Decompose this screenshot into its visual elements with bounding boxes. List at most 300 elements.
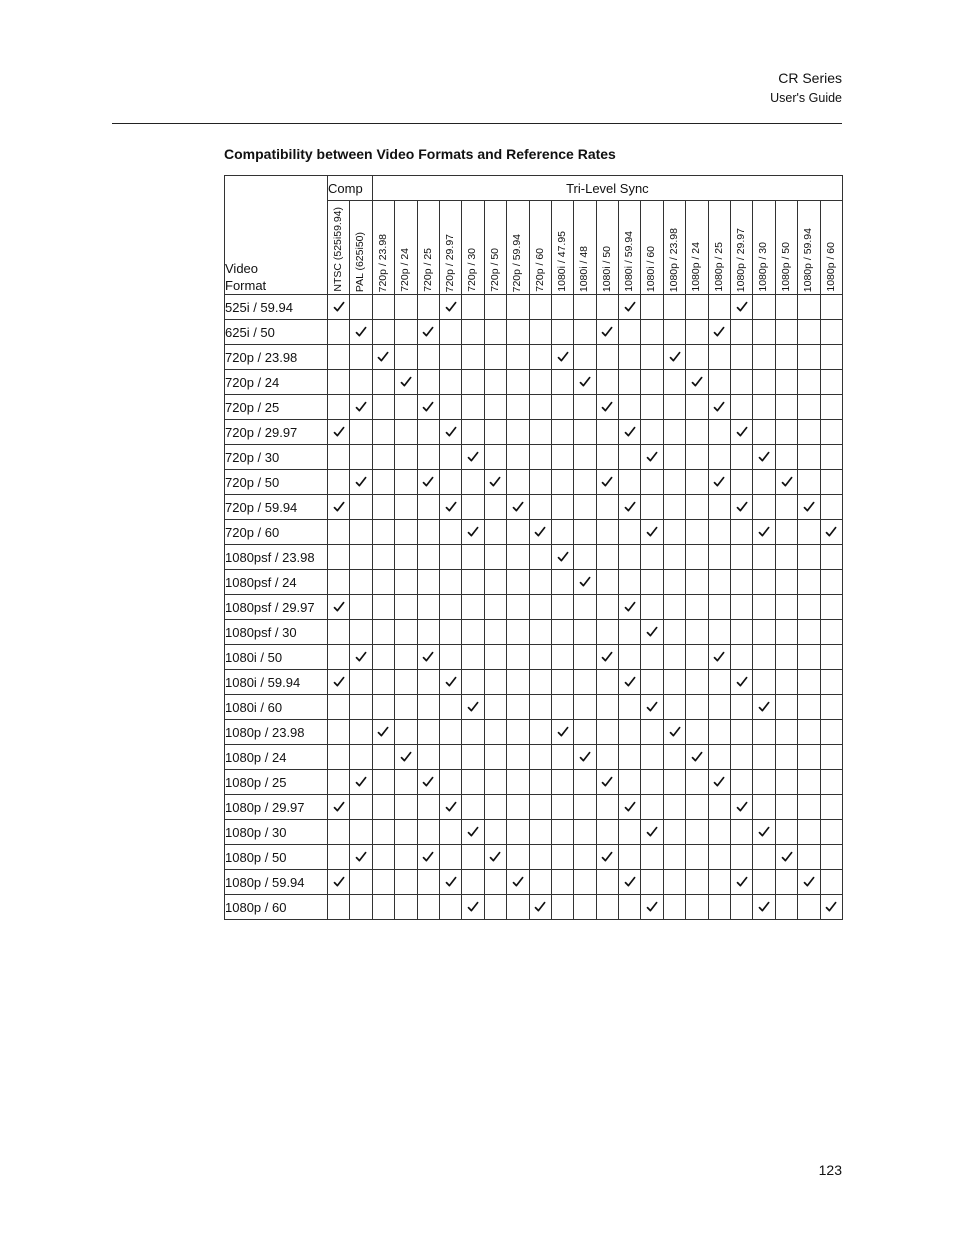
compat-cell [596, 845, 618, 870]
compat-cell [708, 770, 730, 795]
group-tri-level-header: Tri-Level Sync [372, 176, 842, 201]
compat-cell [753, 395, 775, 420]
table-row [225, 595, 843, 620]
compat-cell [372, 645, 394, 670]
compat-cell [551, 520, 573, 545]
checkmark-icon [758, 826, 770, 838]
compat-cell [663, 670, 685, 695]
compat-cell [641, 870, 663, 895]
compat-cell [596, 495, 618, 520]
compat-cell [328, 620, 350, 645]
table-row [225, 720, 843, 745]
compat-cell [395, 395, 417, 420]
table-row [225, 470, 843, 495]
compat-cell [641, 545, 663, 570]
compat-cell [731, 895, 753, 920]
compat-cell [417, 870, 439, 895]
video-format-cell: 720p / 25 [225, 395, 328, 420]
compat-cell [753, 320, 775, 345]
compat-cell [753, 645, 775, 670]
compat-cell [753, 870, 775, 895]
compat-cell [663, 845, 685, 870]
compat-cell [731, 620, 753, 645]
checkmark-icon [355, 776, 367, 788]
compat-cell [798, 820, 820, 845]
checkmark-icon [646, 451, 658, 463]
checkmark-icon [333, 801, 345, 813]
compat-cell [619, 895, 641, 920]
table-row [225, 820, 843, 845]
checkmark-icon [624, 501, 636, 513]
checkmark-icon [758, 451, 770, 463]
compat-cell [551, 895, 573, 920]
compat-cell [663, 595, 685, 620]
compat-cell [507, 845, 529, 870]
rate-column-label: 1080p / 25 [712, 242, 725, 292]
compat-cell [596, 445, 618, 470]
compat-cell [328, 870, 350, 895]
table-row [225, 670, 843, 695]
compat-cell [663, 545, 685, 570]
compat-cell [462, 370, 484, 395]
compat-cell [417, 895, 439, 920]
compat-cell [551, 795, 573, 820]
page-number: 123 [818, 1162, 842, 1178]
compat-cell [529, 795, 551, 820]
compat-cell [798, 695, 820, 720]
compat-cell [820, 470, 842, 495]
compat-cell [350, 345, 372, 370]
compat-cell [753, 420, 775, 445]
compat-cell [663, 695, 685, 720]
compat-cell [350, 495, 372, 520]
compat-cell [596, 520, 618, 545]
compat-cell [350, 645, 372, 670]
compat-cell [439, 770, 461, 795]
compat-cell [820, 645, 842, 670]
compat-cell [731, 445, 753, 470]
compat-cell [529, 870, 551, 895]
checkmark-icon [781, 476, 793, 488]
compat-cell [820, 395, 842, 420]
compat-cell [462, 895, 484, 920]
compat-cell [462, 770, 484, 795]
compat-cell [619, 870, 641, 895]
compat-cell [395, 570, 417, 595]
checkmark-icon [781, 851, 793, 863]
compat-cell [686, 770, 708, 795]
compat-cell [372, 420, 394, 445]
compat-cell [551, 295, 573, 320]
checkmark-icon [713, 651, 725, 663]
compat-cell [395, 420, 417, 445]
compat-cell [641, 770, 663, 795]
checkmark-icon [646, 901, 658, 913]
checkmark-icon [557, 351, 569, 363]
compat-cell [462, 520, 484, 545]
checkmark-icon [624, 301, 636, 313]
compat-cell [641, 620, 663, 645]
compat-cell [395, 520, 417, 545]
compat-cell [328, 545, 350, 570]
compat-cell [775, 645, 797, 670]
checkmark-icon [355, 326, 367, 338]
compat-cell [775, 445, 797, 470]
compat-cell [507, 545, 529, 570]
compat-cell [820, 570, 842, 595]
rate-column-label: 1080p / 24 [690, 242, 703, 292]
checkmark-icon [579, 751, 591, 763]
compat-cell [798, 495, 820, 520]
compat-cell [820, 320, 842, 345]
compat-cell [596, 570, 618, 595]
compat-cell [484, 520, 506, 545]
compat-cell [574, 845, 596, 870]
compat-cell [731, 745, 753, 770]
compat-cell [507, 770, 529, 795]
compat-cell [619, 445, 641, 470]
compat-cell [372, 295, 394, 320]
compat-cell [529, 620, 551, 645]
checkmark-icon [333, 601, 345, 613]
compat-cell [708, 670, 730, 695]
compat-cell [574, 645, 596, 670]
checkmark-icon [377, 351, 389, 363]
compat-cell [731, 295, 753, 320]
compat-cell [484, 620, 506, 645]
table-body [225, 295, 843, 920]
video-format-cell: 1080p / 60 [225, 895, 328, 920]
compat-cell [596, 320, 618, 345]
compat-cell [708, 295, 730, 320]
compat-cell [507, 420, 529, 445]
compat-cell [484, 670, 506, 695]
compat-cell [798, 645, 820, 670]
checkmark-icon [758, 526, 770, 538]
compat-cell [372, 720, 394, 745]
compat-cell [574, 495, 596, 520]
checkmark-icon [512, 501, 524, 513]
compat-cell [328, 345, 350, 370]
compat-cell [663, 495, 685, 520]
compat-cell [462, 745, 484, 770]
compat-cell [529, 295, 551, 320]
rate-column-header [328, 201, 350, 295]
compat-cell [641, 370, 663, 395]
compat-cell [753, 670, 775, 695]
compat-cell [328, 595, 350, 620]
compat-cell [462, 670, 484, 695]
compat-cell [350, 320, 372, 345]
checkmark-icon [736, 801, 748, 813]
compat-cell [686, 345, 708, 370]
compat-cell [663, 645, 685, 670]
compat-cell [574, 695, 596, 720]
table-row [225, 695, 843, 720]
compat-cell [529, 845, 551, 870]
rate-column-header [798, 201, 820, 295]
compat-cell [462, 320, 484, 345]
compat-cell [395, 795, 417, 820]
compat-cell [663, 295, 685, 320]
compat-cell [775, 295, 797, 320]
compat-cell [507, 295, 529, 320]
compat-cell [574, 470, 596, 495]
checkmark-icon [355, 476, 367, 488]
video-format-cell: 1080p / 29.97 [225, 795, 328, 820]
compat-cell [596, 745, 618, 770]
rate-column-header [439, 201, 461, 295]
compat-cell [663, 345, 685, 370]
compat-cell [439, 795, 461, 820]
compat-cell [372, 770, 394, 795]
compat-cell [417, 545, 439, 570]
checkmark-icon [825, 526, 837, 538]
checkmark-icon [713, 476, 725, 488]
checkmark-icon [445, 426, 457, 438]
compat-cell [372, 395, 394, 420]
compat-cell [417, 720, 439, 745]
compat-cell [574, 770, 596, 795]
compat-cell [686, 445, 708, 470]
compat-cell [708, 495, 730, 520]
compat-cell [731, 770, 753, 795]
checkmark-icon [669, 726, 681, 738]
compat-cell [775, 745, 797, 770]
checkmark-icon [445, 801, 457, 813]
compat-cell [753, 820, 775, 845]
checkmark-icon [400, 751, 412, 763]
compat-cell [619, 695, 641, 720]
checkmark-icon [646, 526, 658, 538]
compat-cell [731, 720, 753, 745]
compat-cell [484, 720, 506, 745]
compat-cell [417, 395, 439, 420]
compat-cell [484, 445, 506, 470]
compat-cell [529, 370, 551, 395]
compat-cell [350, 745, 372, 770]
compat-cell [619, 495, 641, 520]
compat-cell [484, 595, 506, 620]
checkmark-icon [736, 301, 748, 313]
compat-cell [731, 370, 753, 395]
compat-cell [708, 520, 730, 545]
compat-cell [350, 820, 372, 845]
checkmark-icon [333, 876, 345, 888]
compat-cell [507, 745, 529, 770]
compat-cell [439, 570, 461, 595]
checkmark-icon [646, 701, 658, 713]
compat-cell [820, 870, 842, 895]
video-format-cell: 720p / 30 [225, 445, 328, 470]
checkmark-icon [534, 901, 546, 913]
compat-cell [529, 570, 551, 595]
checkmark-icon [467, 826, 479, 838]
compat-cell [484, 345, 506, 370]
compat-cell [395, 820, 417, 845]
checkmark-icon [422, 651, 434, 663]
video-format-cell: 720p / 23.98 [225, 345, 328, 370]
compat-cell [507, 320, 529, 345]
checkmark-icon [422, 776, 434, 788]
compat-cell [395, 870, 417, 895]
compat-cell [641, 595, 663, 620]
compat-cell [462, 395, 484, 420]
compat-cell [708, 420, 730, 445]
compat-cell [663, 895, 685, 920]
compat-cell [731, 845, 753, 870]
compat-cell [484, 870, 506, 895]
compat-cell [372, 520, 394, 545]
compat-cell [372, 820, 394, 845]
video-format-cell: 1080p / 50 [225, 845, 328, 870]
compat-cell [686, 545, 708, 570]
compat-cell [439, 720, 461, 745]
format-header-line-2: Format [225, 278, 267, 293]
compat-cell [731, 820, 753, 845]
compat-cell [775, 495, 797, 520]
checkmark-icon [758, 701, 770, 713]
compat-cell [753, 695, 775, 720]
compat-cell [328, 495, 350, 520]
compat-cell [798, 295, 820, 320]
checkmark-icon [736, 426, 748, 438]
compat-cell [529, 420, 551, 445]
compat-cell [641, 670, 663, 695]
compat-cell [820, 795, 842, 820]
compat-cell [820, 495, 842, 520]
compat-cell [708, 595, 730, 620]
checkmark-icon [445, 301, 457, 313]
compat-cell [686, 395, 708, 420]
compat-cell [462, 345, 484, 370]
compat-cell [686, 695, 708, 720]
compat-cell [328, 520, 350, 545]
compat-cell [328, 695, 350, 720]
compat-cell [417, 520, 439, 545]
compat-cell [641, 395, 663, 420]
compat-cell [619, 670, 641, 695]
rate-column-label: 720p / 60 [533, 248, 546, 292]
compat-cell [574, 795, 596, 820]
compat-cell [820, 620, 842, 645]
compat-cell [350, 470, 372, 495]
compat-cell [417, 345, 439, 370]
compat-cell [619, 595, 641, 620]
compat-cell [395, 595, 417, 620]
rate-column-label: 1080p / 29.97 [735, 227, 748, 292]
compat-cell [529, 345, 551, 370]
compat-cell [619, 320, 641, 345]
compat-cell [507, 595, 529, 620]
compat-cell [686, 595, 708, 620]
rate-column-label: 720p / 25 [421, 248, 434, 292]
compat-cell [596, 720, 618, 745]
compat-cell [775, 620, 797, 645]
compat-cell [350, 295, 372, 320]
compat-cell [529, 820, 551, 845]
compat-cell [395, 620, 417, 645]
rate-column-label: 1080p / 50 [779, 242, 792, 292]
compat-cell [641, 845, 663, 870]
compat-cell [328, 845, 350, 870]
table-row [225, 745, 843, 770]
compat-cell [462, 595, 484, 620]
checkmark-icon [467, 526, 479, 538]
compat-cell [372, 670, 394, 695]
checkmark-icon [713, 401, 725, 413]
checkmark-icon [691, 376, 703, 388]
rate-column-label: 1080p / 60 [824, 242, 837, 292]
compat-cell [328, 570, 350, 595]
table-row [225, 770, 843, 795]
compat-cell [372, 795, 394, 820]
compat-cell [596, 420, 618, 445]
compat-cell [798, 420, 820, 445]
compat-cell [417, 570, 439, 595]
compat-cell [753, 445, 775, 470]
rate-column-label: 1080p / 59.94 [802, 227, 815, 292]
compat-cell [798, 895, 820, 920]
compat-cell [775, 770, 797, 795]
compat-cell [686, 870, 708, 895]
compat-cell [753, 620, 775, 645]
compat-cell [462, 795, 484, 820]
compat-cell [462, 420, 484, 445]
compat-cell [574, 345, 596, 370]
compat-cell [686, 470, 708, 495]
compat-cell [507, 370, 529, 395]
compat-cell [372, 445, 394, 470]
compat-cell [596, 345, 618, 370]
compat-cell [775, 695, 797, 720]
compat-cell [529, 770, 551, 795]
compat-cell [350, 570, 372, 595]
compat-cell [551, 370, 573, 395]
table-row [225, 845, 843, 870]
compat-cell [484, 570, 506, 595]
compat-cell [708, 445, 730, 470]
checkmark-icon [825, 901, 837, 913]
compat-cell [484, 895, 506, 920]
compat-cell [417, 320, 439, 345]
compat-cell [753, 770, 775, 795]
compat-cell [798, 620, 820, 645]
compat-cell [641, 745, 663, 770]
compat-cell [775, 370, 797, 395]
compat-cell [663, 520, 685, 545]
compat-cell [484, 845, 506, 870]
compat-cell [395, 370, 417, 395]
compat-cell [798, 520, 820, 545]
rate-column-label: 1080i / 50 [600, 245, 613, 292]
compat-cell [641, 320, 663, 345]
compat-cell [820, 770, 842, 795]
compat-cell [529, 545, 551, 570]
rate-column-label: 1080i / 47.95 [555, 231, 568, 292]
compat-cell [596, 545, 618, 570]
compat-cell [753, 470, 775, 495]
compat-cell [663, 395, 685, 420]
compat-cell [753, 570, 775, 595]
video-format-cell: 1080p / 24 [225, 745, 328, 770]
compat-cell [507, 470, 529, 495]
compat-cell [731, 495, 753, 520]
video-format-cell: 1080p / 59.94 [225, 870, 328, 895]
compat-cell [328, 770, 350, 795]
compat-cell [686, 520, 708, 545]
compat-cell [686, 320, 708, 345]
